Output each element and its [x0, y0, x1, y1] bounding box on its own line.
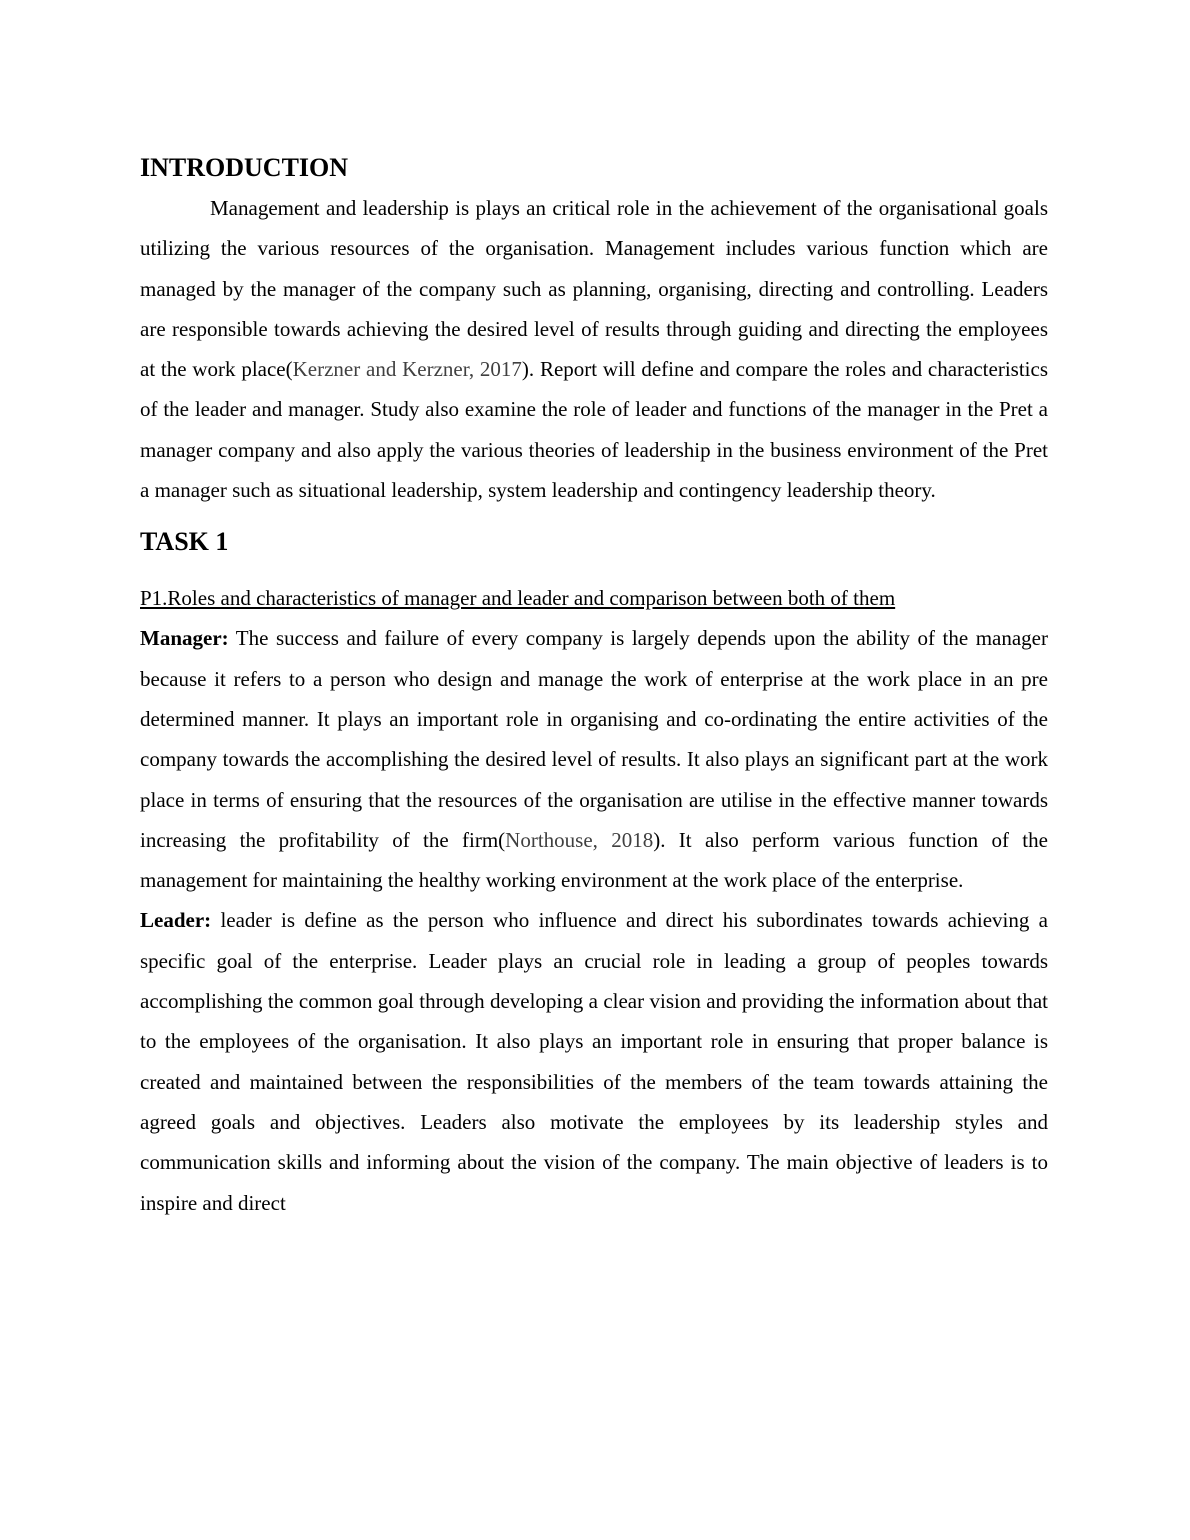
document-page	[140, 148, 1048, 1223]
manager-paragraph	[140, 618, 1048, 900]
introduction-text-part-1: Management and leadership is plays an critical role in the achievement of the organisational goals utilizing the various resources of the organisation. Management includes various function which are managed by the manager of the company such as planning, organising, directing and controlling. Leaders are responsible towards achieving the desired level of results through guiding and directing the employees at the work place(	[140, 196, 1048, 382]
leader-term: Leader:	[140, 908, 212, 933]
p1-subheading: P1.Roles and characteristics of manager and leader and comparison between both of them	[140, 586, 896, 611]
citation-kerzner: Kerzner and Kerzner, 2017	[292, 357, 522, 382]
manager-text-part-2: ). It also perform various function of the management for maintaining the healthy working environment at the work place of the enterprise.	[140, 827, 1048, 893]
manager-text-part-1: The success and failure of every company is largely depends upon the ability of the manager because it refers to a person who design and manage the work of enterprise at the work place in an pre determined manner. It plays an important role in organising and co-ordinating the entire activities of the company towards the accomplishing the desired level of results. It also plays an significant part at the work place in terms of ensuring that the resources of the organisation are utilise in the effective manner towards increasing the profitability of the firm(	[140, 626, 1048, 852]
introduction-heading: INTRODUCTION	[140, 153, 349, 182]
leader-paragraph	[140, 900, 1048, 1222]
introduction-paragraph	[140, 188, 1048, 510]
task-1-heading: TASK 1	[140, 527, 229, 557]
manager-term: Manager:	[140, 626, 229, 651]
citation-northouse: Northouse, 2018	[505, 827, 654, 852]
introduction-text-part-2: ). Report will define and compare the roles and characteristics of the leader and manager. Study also examine the role of leader and functions of the manager in the Pret a manager company and also apply the various theories of leadership in the business environment of the Pret a manager such as situational leadership, system leadership and contingency leadership theory.	[140, 357, 1048, 503]
leader-text: leader is define as the person who influence and direct his subordinates towards achieving a specific goal of the enterprise. Leader plays an crucial role in leading a group of peoples towards accomplishing the common goal through developing a clear vision and providing the information about that to the employees of the organisation. It also plays an important role in ensuring that proper balance is created and maintained between the responsibilities of the members of the team towards attaining the agreed goals and objectives. Leaders also motivate the employees by its leadership styles and communication skills and informing about the vision of the company. The main objective of leaders is to inspire and direct	[140, 908, 1048, 1215]
